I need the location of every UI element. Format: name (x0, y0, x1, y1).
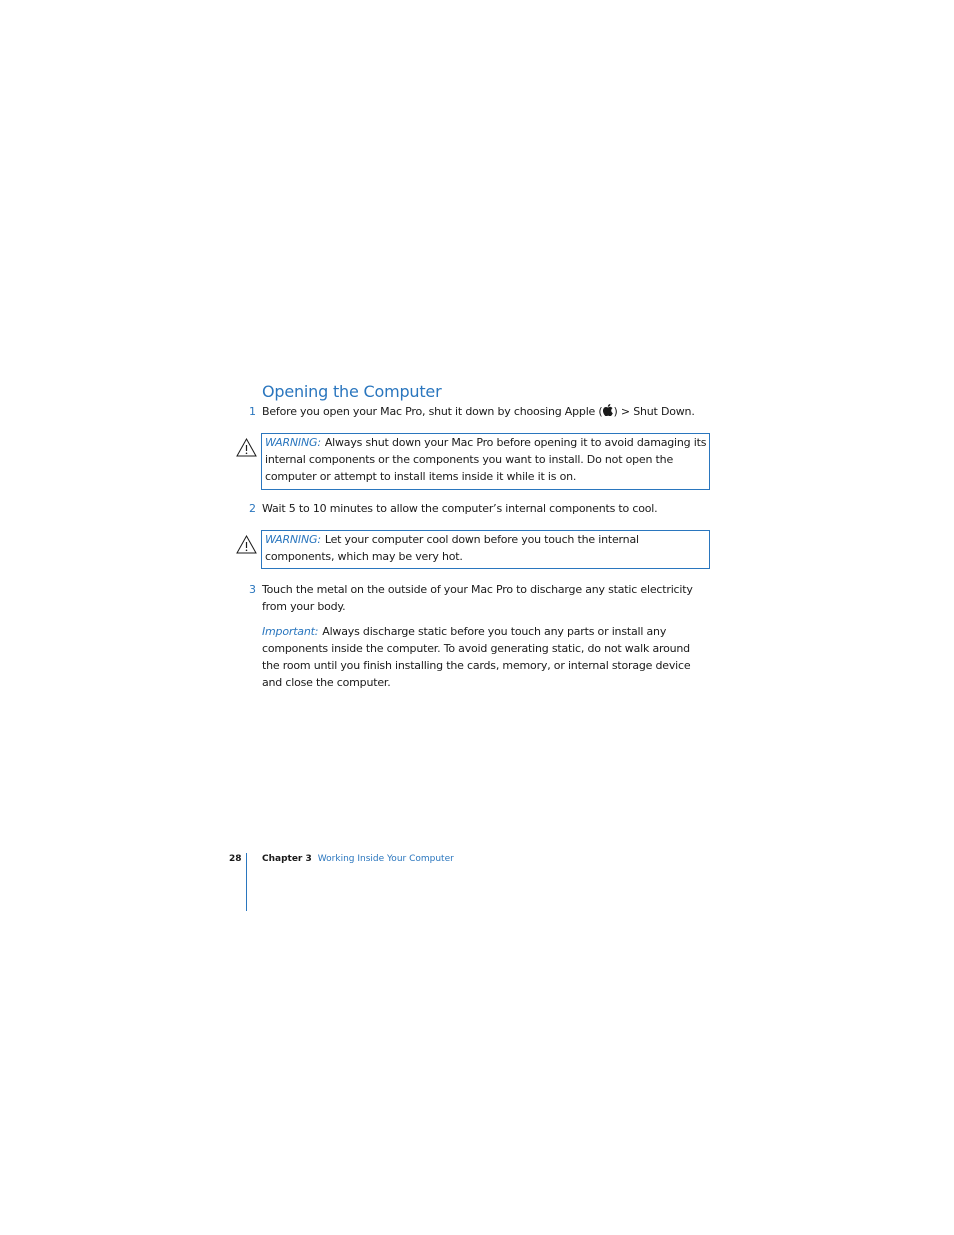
step-number: 1 (249, 405, 256, 418)
footer-divider (246, 853, 247, 911)
chapter-title: Working Inside Your Computer (317, 854, 454, 864)
warning-label: WARNING: (265, 533, 321, 546)
warning-triangle-icon (236, 535, 257, 554)
section-title: Opening the Computer (262, 382, 442, 401)
important-text: Always discharge static before you touch any parts or install any components inside the computer. To avoid generating static, do not walk around the room until you finish installing the cards, memory, or internal storage device and close the computer. (262, 625, 691, 689)
chapter-label: Chapter 3 (262, 854, 312, 864)
step-text: Touch the metal on the outside of your Mac Pro to discharge any static electricity from your body. (262, 583, 693, 613)
warning-box (261, 433, 710, 490)
step-text: Wait 5 to 10 minutes to allow the computer’s internal components to cool. (262, 502, 658, 515)
step-number: 2 (249, 502, 256, 515)
warning-label: WARNING: (265, 436, 321, 449)
important-label: Important: (262, 625, 319, 638)
warning-text: Always shut down your Mac Pro before opening it to avoid damaging its internal components or the components you want to install. Do not open the computer or attempt to install items inside it while it is on. (265, 436, 707, 483)
apple-logo-icon (603, 404, 614, 416)
step-text (262, 403, 708, 420)
step-text-before: Before you open your Mac Pro, shut it down by choosing Apple ( (262, 405, 603, 418)
warning-box (261, 530, 710, 569)
step-number: 3 (249, 583, 256, 596)
step-text-after: ) > Shut Down. (613, 405, 695, 418)
warning-text: Let your computer cool down before you touch the internal components, which may be very hot. (265, 533, 639, 563)
page-number: 28 (229, 854, 242, 864)
footer-chapter (262, 854, 454, 864)
warning-triangle-icon (236, 438, 257, 457)
important-note (262, 623, 710, 691)
